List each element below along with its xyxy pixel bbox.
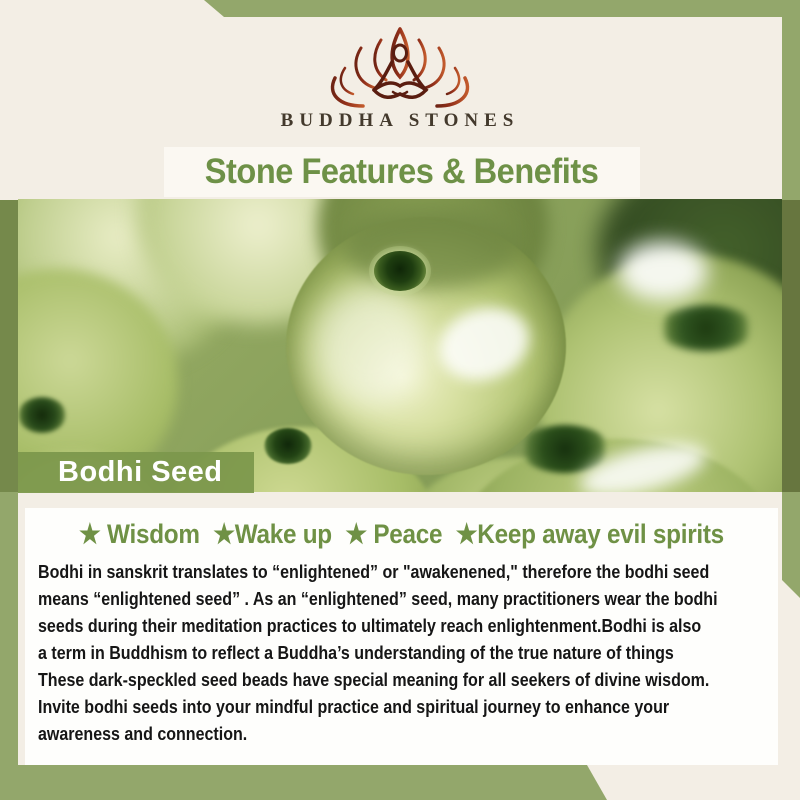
highlight bbox=[618, 241, 708, 301]
bead-hole bbox=[264, 428, 312, 464]
benefit-item: ★Wake up bbox=[213, 519, 332, 549]
description-line: awareness and connection. bbox=[38, 724, 248, 744]
content-panel bbox=[25, 508, 778, 765]
bottom-sage-band bbox=[0, 765, 607, 800]
description-line: These dark-speckled seed beads have special meaning for all seekers of divine wisdom. bbox=[38, 670, 710, 690]
right-sage-strip-end bbox=[782, 492, 800, 598]
section-title: Stone Features & Benefits bbox=[205, 152, 599, 191]
benefit-item: ★ Wisdom bbox=[79, 519, 200, 549]
right-sage-strip bbox=[782, 17, 800, 200]
bodhi-seed-photo bbox=[18, 199, 782, 492]
top-sage-band bbox=[0, 0, 800, 17]
benefits-row bbox=[63, 519, 741, 550]
bead-hole bbox=[658, 305, 754, 351]
bead-hole bbox=[374, 251, 426, 291]
benefit-item: ★ Peace bbox=[345, 519, 443, 549]
description-line: means “enlightened seed” . As an “enlightened” seed, many practitioners wear the bodhi bbox=[38, 589, 718, 609]
description-line: Bodhi in sanskrit translates to “enlightened” or "awakenened," therefore the bodhi seed bbox=[38, 562, 710, 582]
brand-name: BUDDHA STONES bbox=[280, 110, 520, 131]
highlight bbox=[314, 287, 426, 407]
section-title-box bbox=[164, 147, 640, 197]
benefit-item: ★Keep away evil spirits bbox=[455, 519, 724, 549]
photo-caption: Bodhi Seed bbox=[58, 456, 223, 488]
left-sage-strip bbox=[0, 492, 18, 800]
description-paragraph bbox=[38, 559, 766, 748]
bead-hole bbox=[18, 397, 66, 433]
lotus-meditation-icon bbox=[325, 26, 475, 112]
right-sage-strip-over-photo bbox=[782, 200, 800, 492]
bead-shading bbox=[343, 207, 518, 289]
description-line: a term in Buddhism to reflect a Buddha’s understanding of the true nature of things bbox=[38, 643, 674, 663]
photo-caption-banner bbox=[18, 452, 254, 493]
description-line: seeds during their meditation practices to ultimately reach enlightenment.Bodhi is also bbox=[38, 616, 702, 636]
description-line: Invite bodhi seeds into your mindful practice and spiritual journey to enhance your bbox=[38, 697, 670, 717]
left-sage-strip-over-photo bbox=[0, 200, 18, 492]
